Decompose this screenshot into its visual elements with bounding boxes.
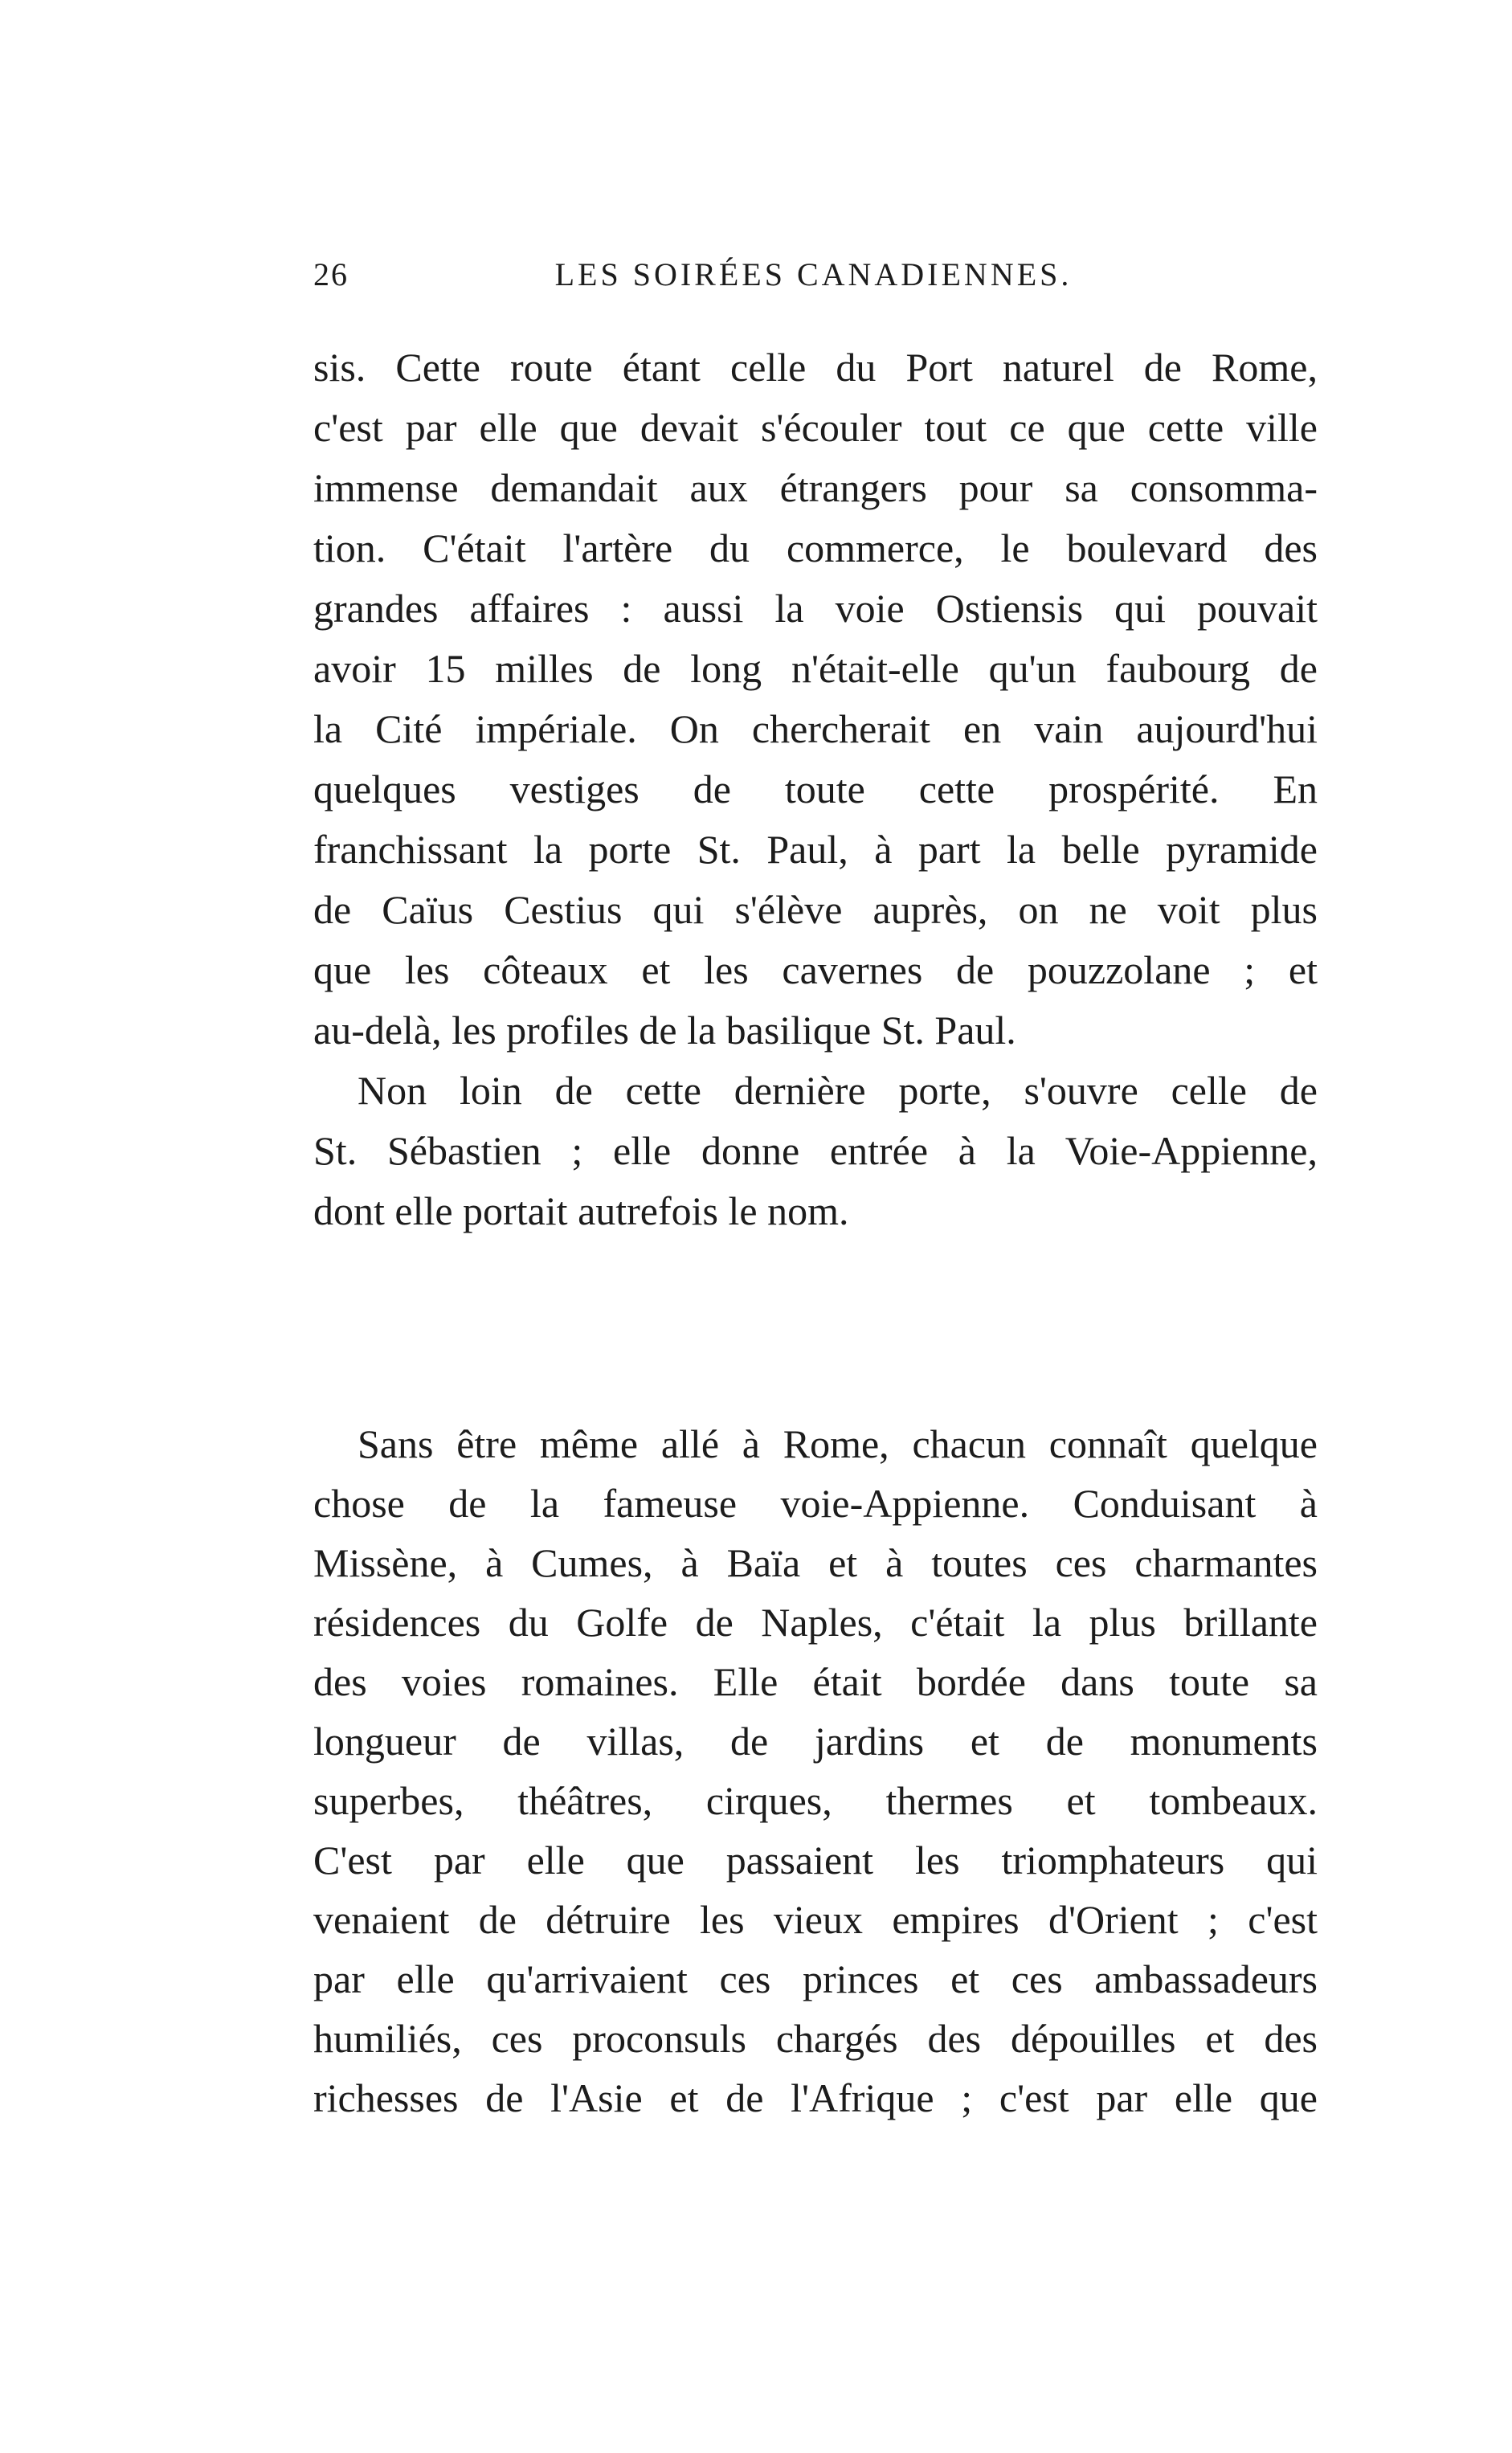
paragraph-1-line: la Cité impériale. On chercherait en vain aujourd'hui — [313, 706, 1318, 751]
paragraph-1-line: tion. C'était l'artère du commerce, le boulevard des — [313, 525, 1318, 570]
paragraph-1-line: immense demandait aux étrangers pour sa consomma- — [313, 465, 1318, 510]
paragraph-1-line: grandes affaires : aussi la voie Ostiensis qui pouvait — [313, 586, 1318, 631]
paragraph-1-line: sis. Cette route étant celle du Port naturel de Rome, — [313, 345, 1318, 390]
paragraph-1-line: c'est par elle que devait s'écouler tout ce que cette ville — [313, 405, 1318, 450]
paragraph-3-line: richesses de l'Asie et de l'Afrique ; c'est par elle que — [313, 2075, 1318, 2120]
paragraph-2-line: St. Sébastien ; elle donne entrée à la Voie-Appienne, — [313, 1128, 1318, 1173]
page-number: 26 — [313, 256, 349, 292]
paragraph-2-line: Non loin de cette dernière porte, s'ouvre celle de — [358, 1068, 1318, 1113]
paragraph-3-line: venaient de détruire les vieux empires d'Orient ; c'est — [313, 1897, 1318, 1942]
paragraph-3-line: C'est par elle que passaient les triomphateurs qui — [313, 1838, 1318, 1883]
paragraph-3-line: humiliés, ces proconsuls chargés des dépouilles et des — [313, 2016, 1318, 2061]
paragraph-3-line: chose de la fameuse voie-Appienne. Conduisant à — [313, 1481, 1318, 1526]
paragraph-3-line: Missène, à Cumes, à Baïa et à toutes ces charmantes — [313, 1540, 1318, 1585]
running-title: LES SOIRÉES CANADIENNES. — [554, 256, 1073, 292]
paragraph-1-line: de Caïus Cestius qui s'élève auprès, on ne voit plus — [313, 887, 1318, 932]
paragraph-1-line: franchissant la porte St. Paul, à part la belle pyramide — [313, 827, 1318, 872]
paragraph-1-line: au-delà, les profiles de la basilique St. Paul. — [313, 1008, 1016, 1053]
lower-text-block — [313, 1414, 1318, 2128]
paragraph-1-line: que les côteaux et les cavernes de pouzzolane ; et — [313, 947, 1318, 992]
paragraph-3-line: superbes, théâtres, cirques, thermes et tombeaux. — [313, 1778, 1318, 1823]
paragraph-3-line: des voies romaines. Elle était bordée dans toute sa — [313, 1659, 1318, 1704]
running-head — [313, 256, 1314, 304]
paragraph-3-line: longueur de villas, de jardins et de monuments — [313, 1719, 1318, 1764]
paragraph-1-line: quelques vestiges de toute cette prospérité. En — [313, 767, 1318, 812]
upper-text-block — [313, 337, 1318, 1241]
paragraph-3-line: résidences du Golfe de Naples, c'était la plus brillante — [313, 1600, 1318, 1645]
paragraph-1-line: avoir 15 milles de long n'était-elle qu'un faubourg de — [313, 646, 1318, 691]
paragraph-2-line: dont elle portait autrefois le nom. — [313, 1188, 849, 1233]
paragraph-3-line: par elle qu'arrivaient ces princes et ces ambassadeurs — [313, 1956, 1318, 2001]
paragraph-3-line: Sans être même allé à Rome, chacun connaît quelque — [358, 1421, 1318, 1466]
